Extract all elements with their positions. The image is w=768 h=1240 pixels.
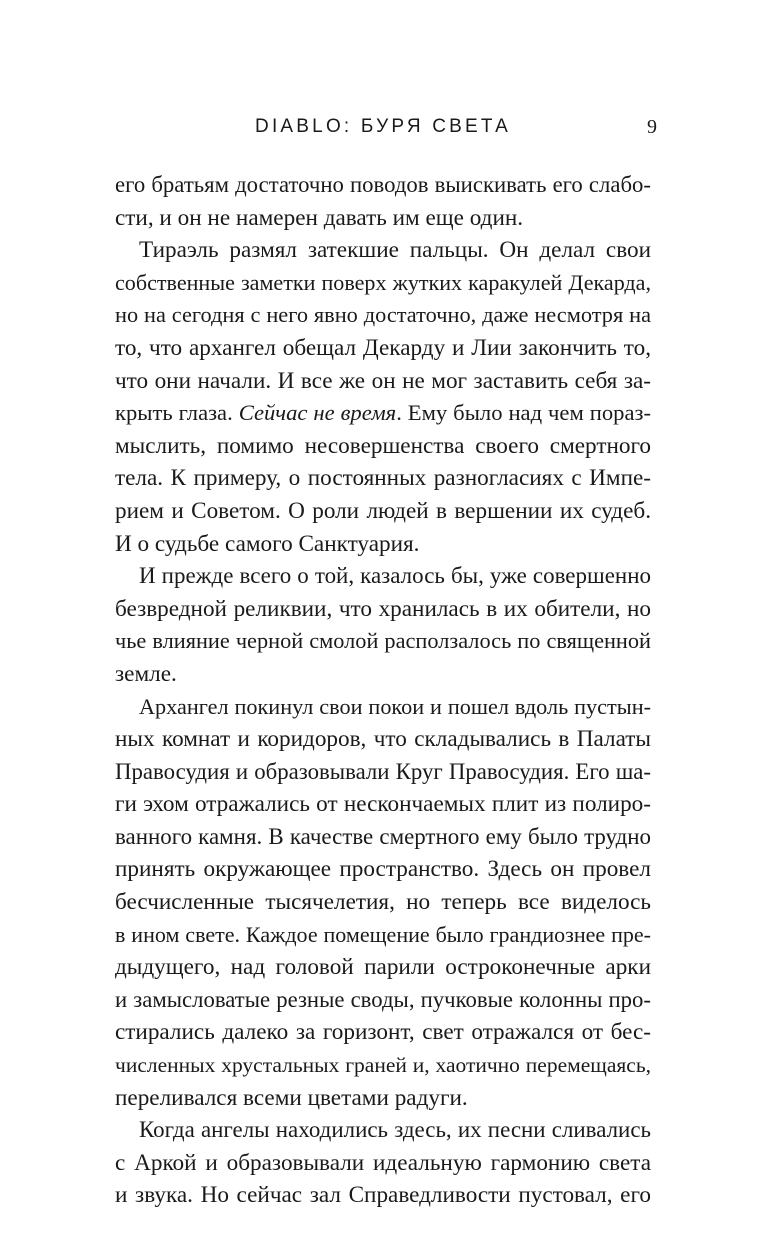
text-segment: крыть глаза. (115, 400, 239, 426)
text-line: с Аркой и образовывали идеальную гармонию света (115, 1149, 651, 1176)
text-line: численных хрустальных граней и, хаотично перемещаясь, (115, 1053, 651, 1078)
text-line: переливался всеми цветами радуги. (115, 1084, 468, 1111)
italic-phrase: Сейчас не время (238, 400, 397, 426)
text-line: дыдущего, над головой парили остроконечные арки (115, 954, 651, 981)
text-line: И о судьбе самого Санктуария. (115, 530, 420, 557)
text-line: Архангел покинул свои покои и пошел вдоль пустын- (139, 693, 651, 719)
text-line: принять окружающее пространство. Здесь он провел (115, 856, 651, 883)
text-line: ги эхом отражались от нескончаемых плит из полиро- (115, 791, 651, 818)
text-line: то, что архангел обещал Декарду и Лии закончить то, (115, 334, 651, 361)
text-line: Тираэль размял затекшие пальцы. Он делал свои (139, 237, 651, 264)
text-line: его братьям достаточно поводов выискивать его слабо- (115, 172, 651, 197)
text-line: Правосудия и образовывали Круг Правосудия. Его ша- (115, 758, 651, 784)
text-line: мыслить, помимо несовершенства своего смертного (115, 432, 651, 459)
text-line: Когда ангелы находились здесь, их песни сливались (139, 1117, 651, 1143)
page-number: 9 (647, 116, 657, 138)
text-line: ванного камня. В качестве смертного ему было трудно (115, 823, 651, 849)
text-line: ных комнат и коридоров, что складывались в Палаты (115, 726, 651, 753)
text-line: в ином свете. Каждое помещение было грандиознее пре- (115, 921, 651, 947)
text-line: собственные заметки поверх жутких каракулей Декарда, (115, 269, 651, 295)
text-line: но на сегодня с него явно достаточно, даже несмотря на (115, 302, 651, 328)
text-line: И прежде всего о той, казалось бы, уже совершенно (139, 563, 651, 589)
text-line: земле. (115, 660, 177, 687)
text-line: стирались далеко за горизонт, свет отражался от бес- (115, 1019, 651, 1046)
text-line: чье влияние черной смолой расползалось по священной (115, 628, 651, 654)
text-line: и звука. Но сейчас зал Справедливости пустовал, его (115, 1182, 651, 1209)
text-segment: . Ему было над чем пораз- (396, 400, 651, 426)
text-line: что они начали. И все же он не мог заставить себя за- (115, 367, 651, 394)
running-head (115, 116, 657, 146)
text-line: сти, и он не намерен давать им еще один. (115, 204, 524, 231)
text-line: безвредной реликвии, что хранилась в их обители, но (115, 595, 651, 622)
text-line: и замысловатые резные своды, пучковые колонны про- (115, 986, 651, 1012)
body-text (115, 169, 651, 1212)
text-line: бесчисленные тысячелетия, но теперь все виделось (115, 889, 651, 916)
text-line: тела. К примеру, о постоянных разногласиях с Импе- (115, 465, 651, 492)
text-line-with-italic (115, 397, 651, 430)
running-title: DIABLO: БУРЯ СВЕТА (255, 116, 511, 137)
text-line: рием и Советом. О роли людей в вершении их судеб. (115, 497, 651, 524)
